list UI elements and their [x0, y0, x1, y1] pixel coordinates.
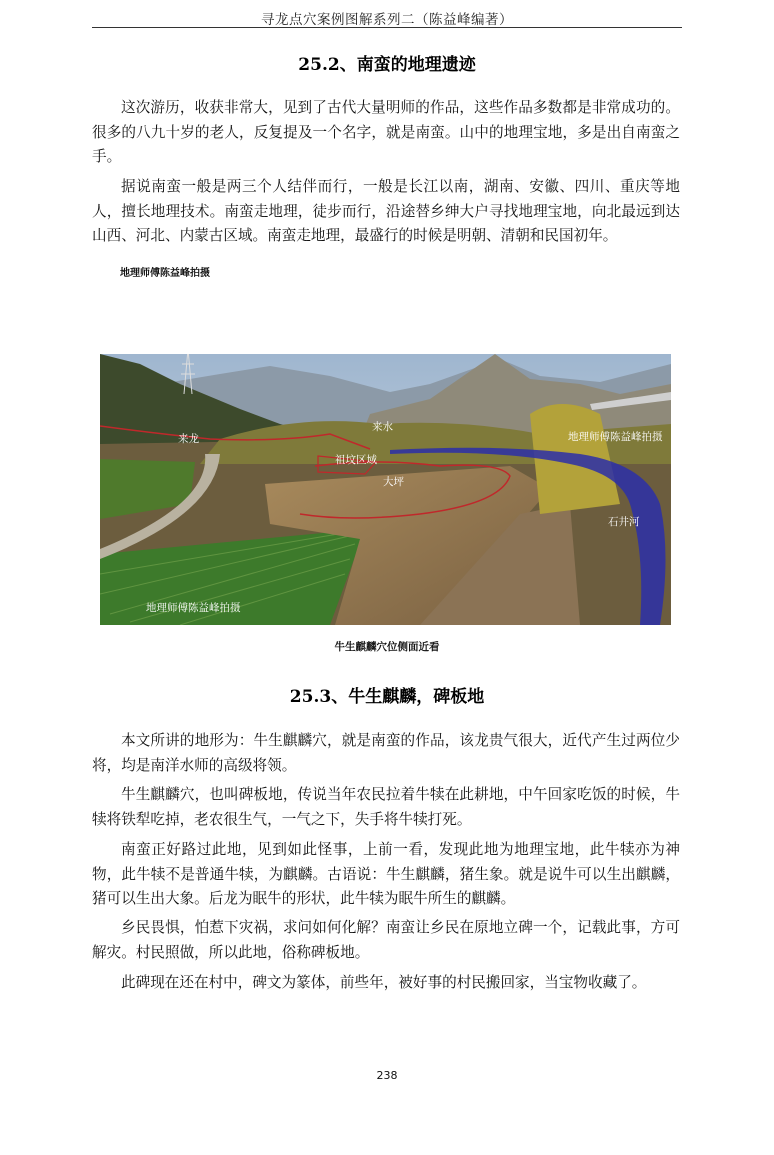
label-shijinghe: 石井河 [608, 516, 640, 528]
watermark-left: 地理师傅陈益峰拍摄 [146, 602, 241, 614]
paragraph: 南蛮正好路过此地，见到如此怪事，上前一看，发现此地为地理宝地，此牛犊亦为神物，此牛犊不是普通牛犊，为麒麟。古语说：牛生麒麟，猪生象。就是说牛可以生出麒麟，猪可以生出大象。后龙为眠牛的形状，此牛犊为眠牛所生的麒麟。 [92, 841, 680, 907]
paragraph: 本文所讲的地形为：牛生麒麟穴，就是南蛮的作品，该龙贵气很大，近代产生过两位少将，均是南洋水师的高级将领。 [92, 732, 680, 774]
label-daping: 大坪 [383, 476, 404, 488]
landscape-photo [100, 354, 671, 625]
paragraph: 据说南蛮一般是两三个人结伴而行，一般是长江以南，湖南、安徽、四川、重庆等地人，擅长地理技术。南蛮走地理，徒步而行，沿途替乡绅大户寻找地理宝地，向北最远到达山西、河北、内蒙古区域。南蛮走地理，最盛行的时候是明朝、清朝和民国初年。 [92, 178, 680, 244]
label-lailong: 来龙 [178, 433, 199, 445]
header-rule [92, 27, 682, 28]
watermark-right: 地理师傅陈益峰拍摄 [568, 431, 663, 443]
paragraph: 此碑现在还在村中，碑文为篆体，前些年，被好事的村民搬回家，当宝物收藏了。 [121, 974, 647, 991]
label-laishui: 来水 [372, 421, 393, 433]
page-number: 238 [376, 1069, 398, 1082]
photo-credit: 地理师傅陈益峰拍摄 [120, 268, 210, 279]
running-header: 寻龙点穴案例图解系列二（陈益峰编著） [261, 12, 513, 28]
paragraph: 这次游历，收获非常大，见到了古代大量明师的作品，这些作品多数都是非常成功的。很多的八九十岁的老人，反复提及一个名字，就是南蛮。山中的地理宝地，多是出自南蛮之手。 [92, 99, 680, 165]
paragraph: 乡民畏惧，怕惹下灾祸，求问如何化解？南蛮让乡民在原地立碑一个，记载此事，方可解灾。村民照做，所以此地，俗称碑板地。 [92, 919, 680, 961]
paragraph: 牛生麒麟穴，也叫碑板地，传说当年农民拉着牛犊在此耕地，中午回家吃饭的时候，牛犊将铁犁吃掉，老农很生气，一气之下，失手将牛犊打死。 [92, 786, 680, 828]
figure-caption: 牛生麒麟穴位侧面近看 [334, 641, 440, 653]
section-title-25-3: 25.3、牛生麒麟，碑板地 [289, 687, 485, 707]
label-zufen: 祖坟区域 [335, 454, 377, 466]
section-title-25-2: 25.2、南蛮的地理遗迹 [298, 55, 476, 75]
